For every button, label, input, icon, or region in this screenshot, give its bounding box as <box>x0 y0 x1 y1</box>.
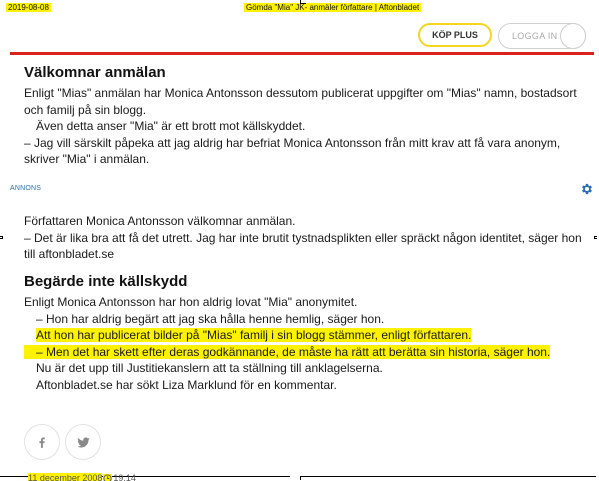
crop-mark <box>300 0 306 4</box>
article-section-forfattaren <box>24 213 590 263</box>
paragraph: Enligt Monica Antonsson har hon aldrig lovat "Mia" anonymitet. <box>24 295 358 309</box>
login-toggle-knob <box>560 23 586 49</box>
article-section-begarde <box>24 273 590 393</box>
paragraph: Enligt "Mias" anmälan har Monica Antonsson dessutom publicerat uppgifter om "Mias" namn, bostadsort och familj på sin blogg. <box>24 86 577 117</box>
highlighted-text: Att hon har publicerat bilder på "Mias" familj i sin blogg stämmer, enligt författaren. <box>36 328 472 342</box>
print-page-title: Gömda "Mia" JK- anmäler författare | Aftonbladet <box>246 3 420 12</box>
print-date: 2019-08-08 <box>8 3 49 12</box>
section-heading: Begärde inte källskydd <box>24 273 188 290</box>
paragraph-quote: – Hon har aldrig begärt att jag ska hålla henne hemlig, säger hon. <box>36 311 385 326</box>
share-facebook-button[interactable] <box>24 424 60 460</box>
crop-mark <box>594 236 597 239</box>
crop-mark <box>0 236 3 239</box>
kop-plus-button[interactable]: KÖP PLUS <box>418 23 492 47</box>
paragraph: Även detta anser "Mia" är ett brott mot källskyddet. <box>36 119 306 133</box>
article-section-valkomnar <box>24 64 590 168</box>
header-divider <box>10 52 594 55</box>
paragraph-highlighted <box>24 327 590 344</box>
paragraph: Aftonbladet.se har sökt Liza Marklund för en kommentar. <box>36 377 337 392</box>
ad-slot <box>10 182 594 198</box>
section-heading: Välkomnar anmälan <box>24 64 166 81</box>
paragraph: Författaren Monica Antonsson välkomnar anmälan. <box>24 214 296 228</box>
paragraph-highlighted <box>24 344 590 361</box>
facebook-icon <box>35 435 49 449</box>
highlighted-text: – Men det har skett efter deras godkännande, de måste ha rätt att berätta sin historia, säger hon. <box>24 345 550 359</box>
paragraph-quote: – Det är lika bra att få det utrett. Jag har inte brutit tystnadsplikten eller spräckt någon identitet, säger hon till aftonbladet.se <box>24 230 582 261</box>
published-date: 11 december 2008 <box>28 473 103 481</box>
ad-label: ANNONS <box>10 185 42 192</box>
logga-in-button[interactable] <box>498 23 586 49</box>
share-twitter-button[interactable] <box>65 424 101 460</box>
crop-mark <box>300 476 596 480</box>
gear-icon[interactable] <box>580 182 594 196</box>
twitter-icon <box>76 435 91 450</box>
published-timestamp <box>28 473 136 481</box>
published-time: 19.14 <box>113 473 136 481</box>
logga-in-label: LOGGA IN <box>512 31 558 41</box>
clock-icon <box>103 474 112 481</box>
paragraph: Nu är det upp till Justitiekanslern att ta ställning till anklagelserna. <box>36 361 383 375</box>
paragraph-quote: – Jag vill särskilt påpeka att jag aldrig har befriat Monica Antonsson från mitt krav att få vara anonym, skriver "Mia" i anmälan. <box>24 135 561 166</box>
